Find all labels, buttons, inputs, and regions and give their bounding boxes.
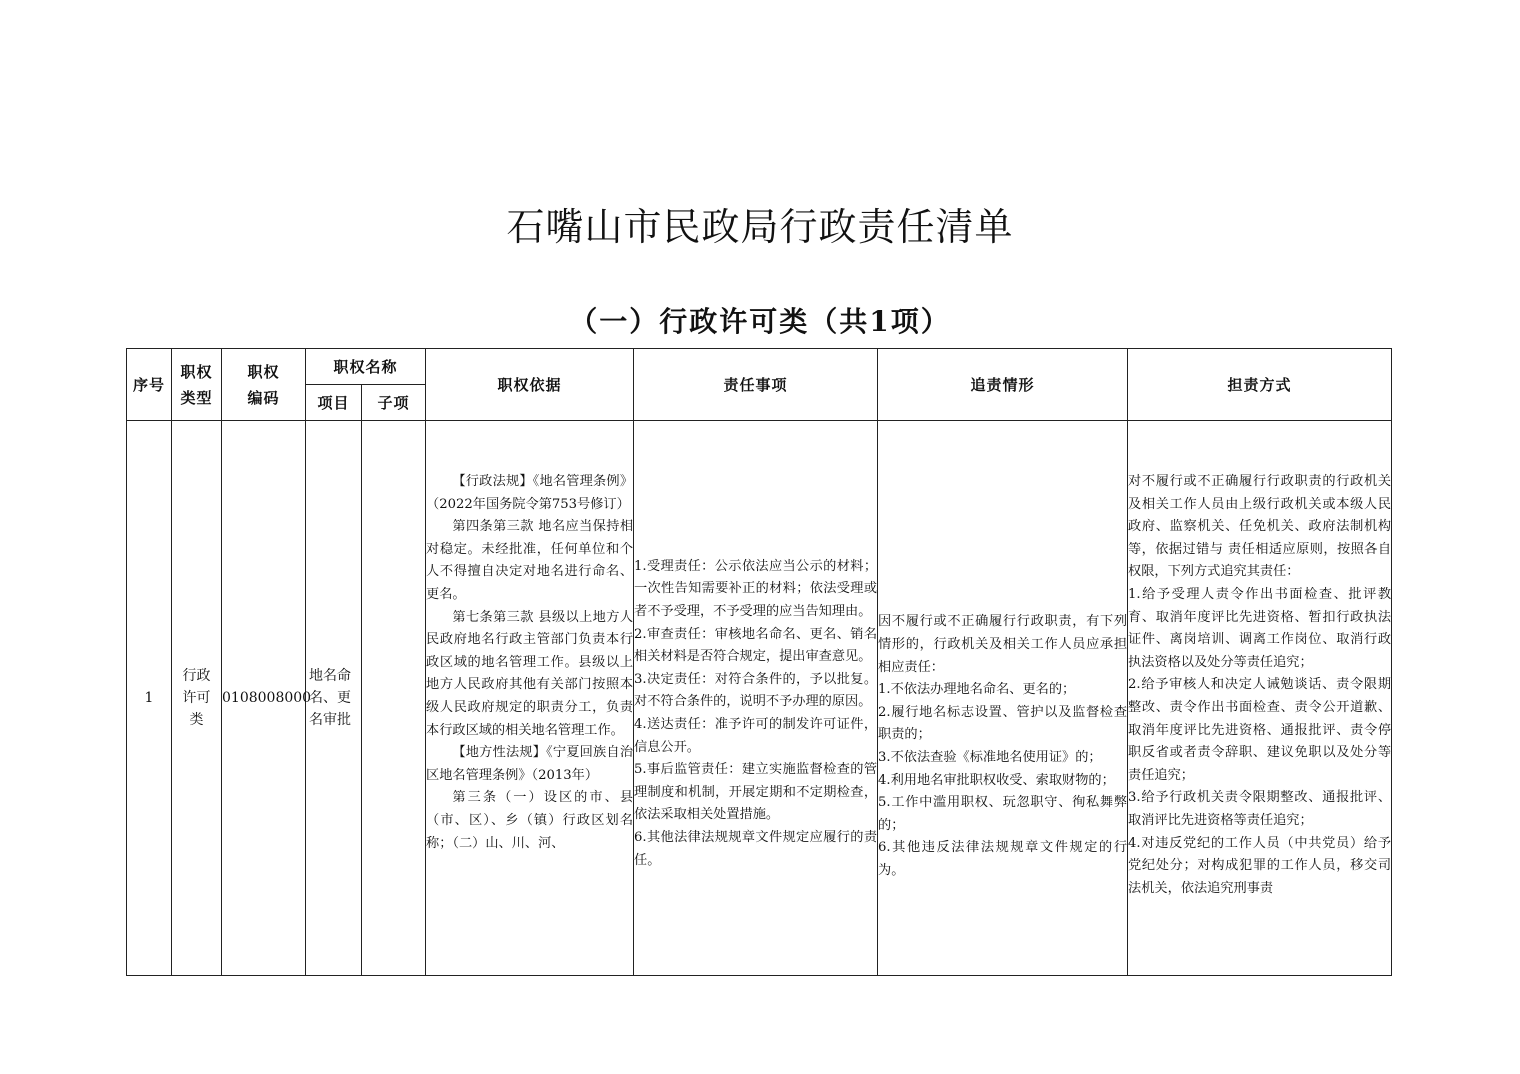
cell-liability bbox=[1128, 421, 1392, 976]
cell-responsibility bbox=[634, 421, 878, 976]
cell-type bbox=[172, 421, 222, 976]
basis-paragraph: 第七条第三款 县级以上地方人民政府地名行政主管部门负责本行政区域的地名管理工作。县级以上地方人民政府其他有关部门按照本级人民政府规定的职责分工，负责本行政区域的相关地名管理工作。 bbox=[426, 609, 634, 738]
header-item: 项目 bbox=[306, 385, 362, 421]
accountability-item: 6.其他违反法律法规规章文件规定的行为。 bbox=[878, 840, 1128, 878]
accountability-item: 2.履行地名标志设置、管护以及监督检查职责的； bbox=[878, 704, 1128, 743]
liability-item: 对不履行或不正确履行行政职责的行政机关及相关工作人员由上级行政机关或本级人民政府、监察机关、任免机关、政府法制机构等，依据过错与 责任相适应原则，按照各自权限，下列方式追究其责任： bbox=[1128, 474, 1392, 580]
liability-item: 4.对违反党纪的工作人员（中共党员）给予党纪处分；对构成犯罪的工作人员，移交司法机关，依法追究刑事责 bbox=[1128, 835, 1392, 896]
header-name-group: 职权名称 bbox=[306, 349, 426, 385]
header-liability: 担责方式 bbox=[1128, 349, 1392, 421]
header-basis: 职权依据 bbox=[426, 349, 634, 421]
header-type bbox=[172, 349, 222, 421]
basis-paragraph: 第三条（一）设区的市、县（市、区）、乡（镇）行政区划名称；（二）山、川、河、 bbox=[426, 790, 634, 851]
accountability-item: 1.不依法办理地名命名、更名的； bbox=[878, 682, 1076, 698]
cell-subitem bbox=[362, 421, 426, 976]
header-seq: 序号 bbox=[127, 349, 172, 421]
cell-code: 0108008000 bbox=[222, 421, 306, 976]
responsibility-item: 2.审查责任：审核地名命名、更名、销名相关材料是否符合规定，提出审查意见。 bbox=[634, 626, 878, 665]
liability-item: 1.给予受理人责令作出书面检查、批评教育、取消年度评比先进资格、暂扣行政执法证件、离岗培训、调离工作岗位、取消行政执法资格以及处分等责任追究； bbox=[1128, 586, 1392, 670]
basis-paragraph: 【行政法规】《地名管理条例》（2022年国务院令第753号修订） bbox=[426, 474, 634, 512]
responsibility-table bbox=[126, 348, 1392, 976]
responsibility-item: 1.受理责任：公示依法应当公示的材料；一次性告知需要补正的材料；依法受理或者不予受理，不予受理的应当告知理由。 bbox=[634, 558, 878, 620]
liability-item: 3.给予行政机关责令限期整改、通报批评、取消评比先进资格等责任追究； bbox=[1128, 790, 1392, 828]
responsibility-item: 6.其他法律法规规章文件规定应履行的责任。 bbox=[634, 829, 878, 868]
liability-item: 2.给予审核人和决定人诫勉谈话、责令限期整改、责令作出书面检查、责令公开道歉、取消年度评比先进资格、通报批评、责令停职反省或者责令辞职、建议免职以及处分等责任追究； bbox=[1128, 677, 1392, 783]
cell-type-text: 行政许可类 bbox=[182, 668, 211, 728]
responsibility-item: 3.决定责任：对符合条件的，予以批复。对不符合条件的，说明不予办理的原因。 bbox=[634, 671, 878, 710]
cell-basis bbox=[426, 421, 634, 976]
basis-paragraph: 【地方性法规】《宁夏回族自治区地名管理条例》（2013年） bbox=[426, 745, 634, 783]
responsibility-item: 4.送达责任：准予许可的制发许可证件，信息公开。 bbox=[634, 717, 878, 755]
header-code bbox=[222, 349, 306, 421]
header-accountability: 追责情形 bbox=[878, 349, 1128, 421]
cell-item: 地名命名、更名审批 bbox=[306, 421, 362, 976]
table-row bbox=[127, 421, 1392, 976]
header-code-label: 职权编码 bbox=[247, 362, 280, 407]
accountability-item: 5.工作中滥用职权、玩忽职守、徇私舞弊的； bbox=[878, 795, 1128, 833]
responsibility-item: 5.事后监管责任：建立实施监督检查的管理制度和机制，开展定期和不定期检查，依法采取相关处置措施。 bbox=[634, 762, 878, 823]
accountability-item: 4.利用地名审批职权收受、索取财物的； bbox=[878, 772, 1115, 788]
header-responsibility: 责任事项 bbox=[634, 349, 878, 421]
header-type-label: 职权类型 bbox=[180, 362, 213, 407]
basis-paragraph: 第四条第三款 地名应当保持相对稳定。未经批准，任何单位和个人不得擅自决定对地名进行命名、更名。 bbox=[426, 519, 634, 602]
header-subitem: 子项 bbox=[362, 385, 426, 421]
accountability-item: 因不履行或不正确履行行政职责，有下列情形的，行政机关及相关工作人员应承担相应责任： bbox=[878, 614, 1128, 675]
cell-seq: 1 bbox=[127, 421, 172, 976]
section-title: （一）行政许可类（共1项） bbox=[569, 305, 951, 338]
cell-accountability bbox=[878, 421, 1128, 976]
accountability-item: 3.不依法查验《标准地名使用证》的； bbox=[878, 750, 1102, 765]
document-title: 石嘴山市民政局行政责任清单 bbox=[506, 205, 1014, 249]
